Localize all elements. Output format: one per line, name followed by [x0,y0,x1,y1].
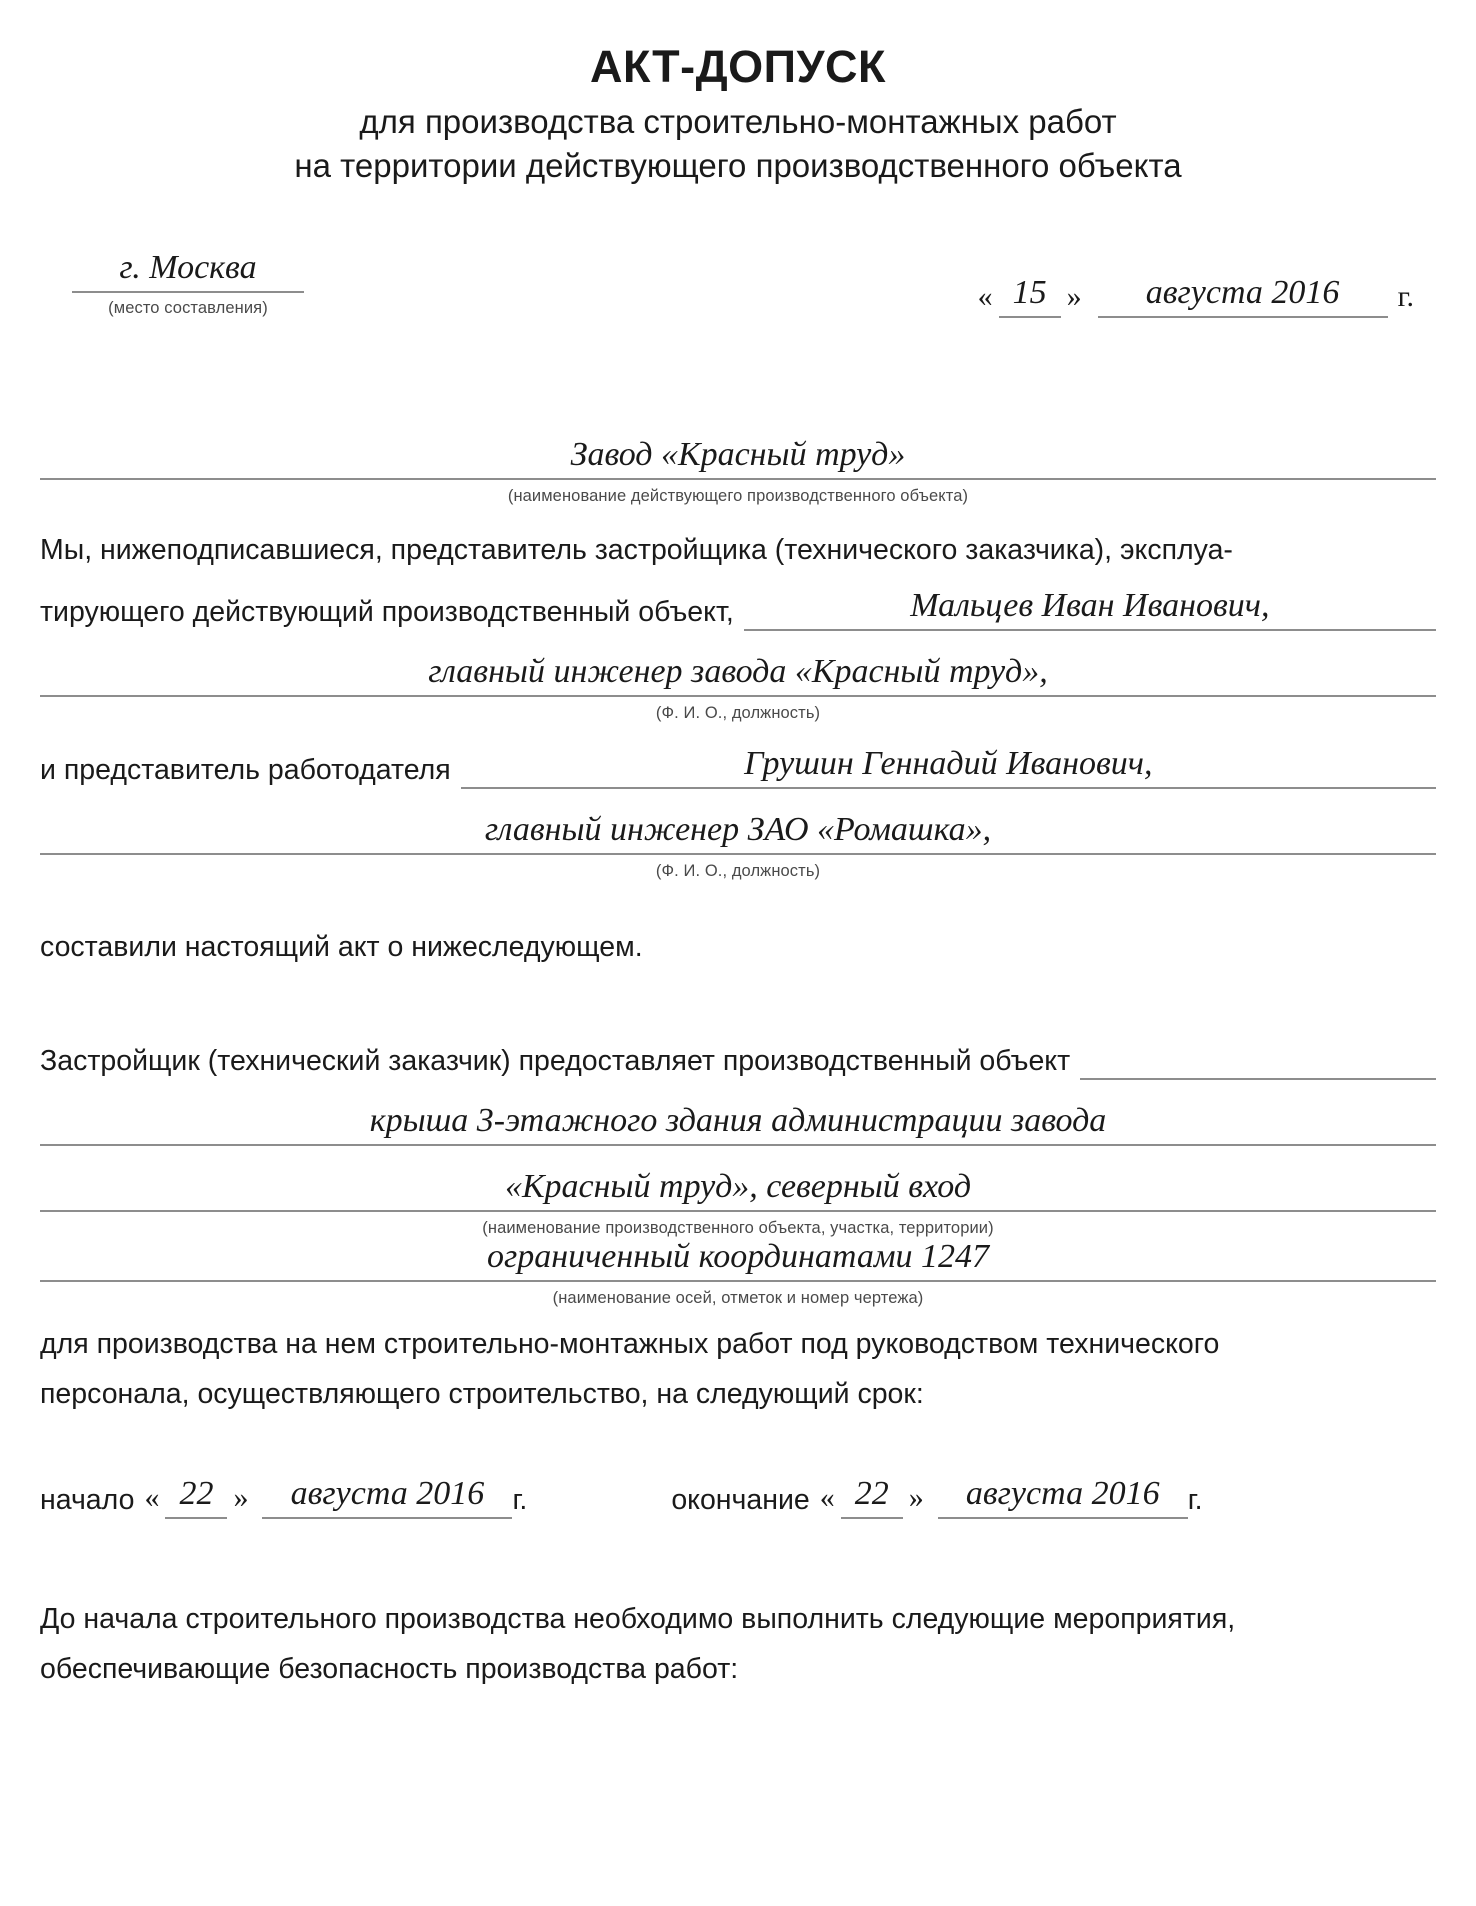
place-of-compilation-value[interactable]: г. Москва [72,249,304,293]
place-and-date-row [40,249,1436,318]
quote-open-glyph: « [977,280,993,314]
place-of-compilation-group [72,249,304,318]
facility-name-caption: (наименование действующего производственного объекта) [507,487,969,506]
spacer [40,1080,1436,1102]
work-end-label: окончание [671,1484,810,1517]
work-start-month-year-value[interactable]: августа 2016 [262,1475,512,1519]
date-month-year-value[interactable]: августа 2016 [1098,274,1388,318]
employer-name-value[interactable]: Грушин Геннадий Иванович, [461,745,1436,789]
purpose-line-2: персонала, осуществляющего строительство, на следующий срок: [40,1378,924,1411]
preamble-line-1: Мы, нижеподписавшиеся, представитель застройщика (технического заказчика), эксплуа- [40,534,1233,567]
purpose-line-1: для производства на нем строительно-монтажных работ под руководством технического [40,1327,1220,1360]
developer-position-caption: (Ф. И. О., должность) [655,703,821,722]
spacer [40,1519,1436,1605]
date-day-value[interactable]: 15 [999,274,1061,318]
work-start-day-value[interactable]: 22 [165,1475,227,1519]
quote-close-glyph: » [1066,280,1082,314]
spacer [40,789,1436,811]
object-description-caption: (наименование производственного объекта, участка, территории) [482,1218,994,1237]
employer-position-value[interactable]: главный инженер ЗАО «Ромашка», [40,811,1436,855]
date-year-suffix: г. [1397,280,1414,314]
employer-lead-text: и представитель работодателя [40,754,451,787]
object-provision-lead-row [40,1047,1436,1080]
quote-close-glyph: » [233,1480,249,1514]
quote-open-glyph: « [144,1480,160,1514]
spacer [40,1358,1436,1380]
spacer [40,1146,1436,1168]
work-end-group [671,1475,1206,1519]
safety-measures-block [40,1519,1436,1684]
spacer [40,723,1436,745]
work-end-day-value[interactable]: 22 [841,1475,903,1519]
facility-name-group [40,436,1436,506]
quote-open-glyph: « [819,1480,835,1514]
object-provision-blank[interactable] [1080,1056,1436,1080]
work-end-month-year-value[interactable]: августа 2016 [938,1475,1188,1519]
developer-lead-text: тирующего действующий производственный объект, [40,596,734,629]
title-block [40,0,1436,187]
work-end-year-suffix: г. [1187,1484,1203,1517]
preamble-closing-line: составили настоящий акт о нижеследующем. [40,930,643,963]
safety-measures-line-1: До начала строительного производства необходимо выполнить следующие мероприятия, [40,1602,1236,1635]
work-start-label: начало [40,1484,135,1517]
developer-name-value[interactable]: Мальцев Иван Иванович, [744,587,1436,631]
spacer [40,1633,1436,1655]
preamble-block [40,536,1436,961]
work-start-year-suffix: г. [512,1484,528,1517]
facility-name-value[interactable]: Завод «Красный труд» [40,436,1436,480]
document-date-group [972,274,1414,318]
employer-position-caption: (Ф. И. О., должность) [655,861,821,880]
axes-coordinates-value[interactable]: ограниченный координатами 1247 [40,1238,1436,1282]
employer-name-row [40,745,1436,789]
page-title: АКТ-ДОПУСК [590,41,886,92]
safety-measures-line-2: обеспечивающие безопасность производства работ: [40,1653,739,1686]
object-description-line-2[interactable]: «Красный труд», северный вход [40,1168,1436,1212]
developer-position-value[interactable]: главный инженер завода «Красный труд», [40,653,1436,697]
work-start-group [40,1475,531,1519]
axes-coordinates-caption: (наименование осей, отметок и номер чертежа) [552,1288,924,1307]
spacer [40,1308,1436,1330]
document-subtitle-line-2: на территории действующего производственного объекта [294,146,1182,184]
spacer [40,565,1436,587]
document-subtitle-line-1: для производства строительно-монтажных работ [359,103,1117,141]
quote-close-glyph: » [908,1480,924,1514]
object-provision-block [40,961,1436,1409]
object-provision-lead-text: Застройщик (технический заказчик) предоставляет производственный объект [40,1045,1071,1078]
work-term-row [40,1475,1436,1519]
spacer [40,631,1436,653]
spacer [40,961,1436,1047]
developer-name-row [40,587,1436,631]
object-description-line-1[interactable]: крыша 3-этажного здания администрации завода [40,1102,1436,1146]
place-of-compilation-caption: (место составления) [108,299,268,318]
spacer [40,881,1436,933]
